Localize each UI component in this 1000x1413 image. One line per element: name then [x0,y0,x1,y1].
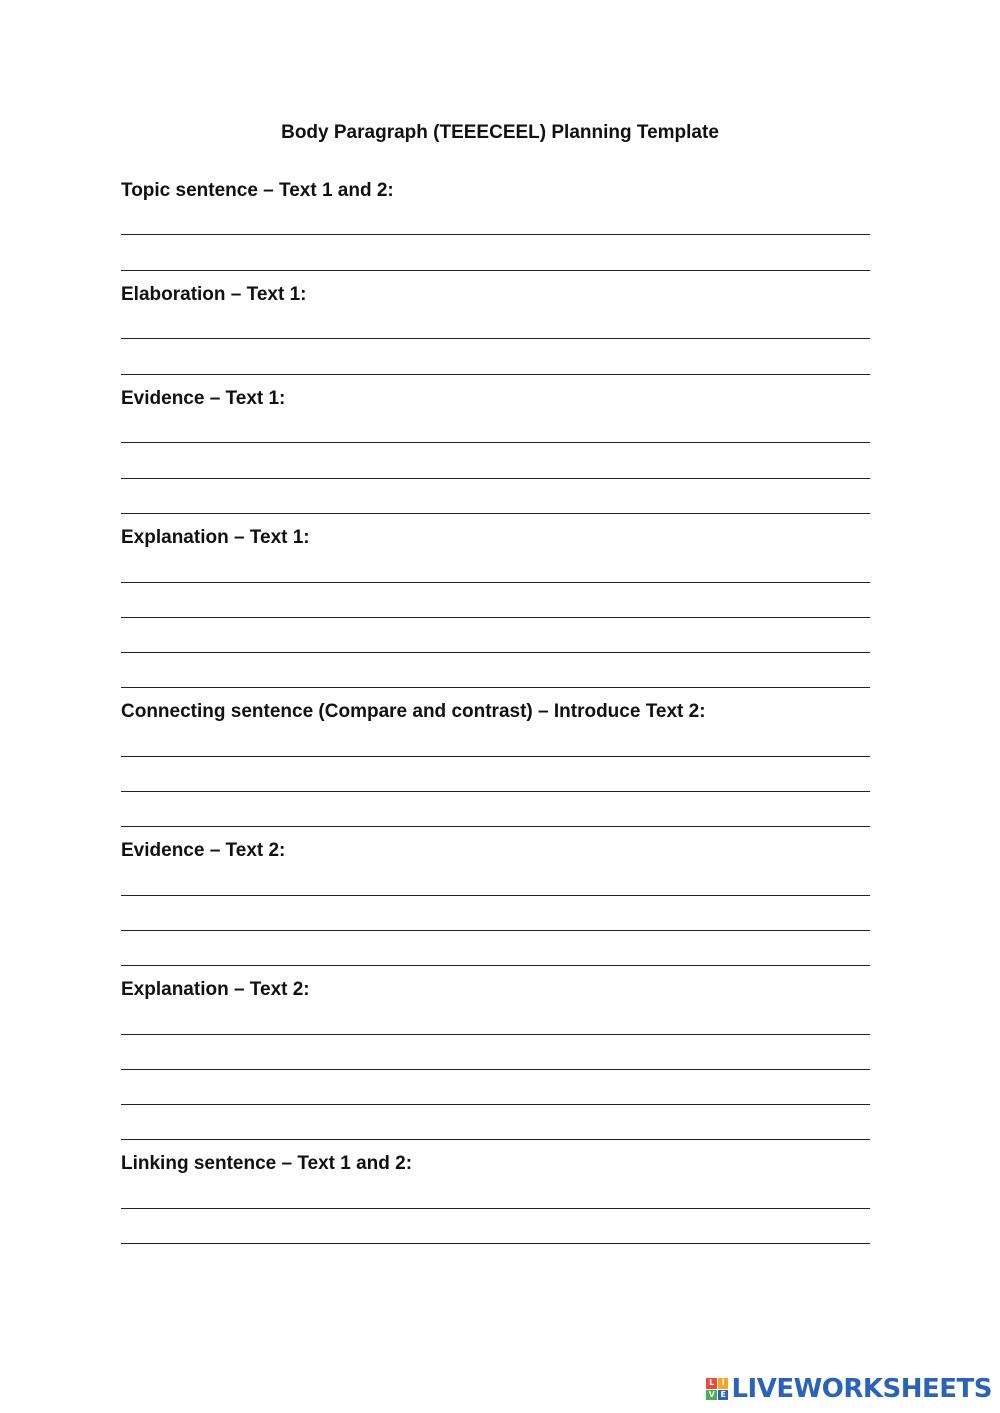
logo-icon-letter: L [706,1378,717,1389]
answer-line[interactable] [121,965,870,966]
answer-line[interactable] [121,895,870,896]
answer-line[interactable] [121,652,870,653]
answer-line[interactable] [121,687,870,688]
answer-line[interactable] [121,442,870,443]
answer-line[interactable] [121,1069,870,1070]
answer-line[interactable] [121,826,870,827]
logo-icon-letter: E [718,1390,729,1401]
answer-line[interactable] [121,478,870,479]
answer-line[interactable] [121,374,870,375]
section-heading-evidence-text-1: Evidence – Text 1: [121,388,286,409]
section-heading-linking-sentence: Linking sentence – Text 1 and 2: [121,1153,413,1174]
section-heading-evidence-text-2: Evidence – Text 2: [121,840,286,861]
answer-line[interactable] [121,930,870,931]
answer-line[interactable] [121,1208,870,1209]
liveworksheets-logo-icon [706,1378,728,1400]
answer-line[interactable] [121,513,870,514]
liveworksheets-logo [706,1373,992,1405]
section-heading-explanation-text-1: Explanation – Text 1: [121,527,310,548]
answer-line[interactable] [121,1034,870,1035]
answer-line[interactable] [121,1243,870,1244]
answer-line[interactable] [121,756,870,757]
answer-line[interactable] [121,791,870,792]
section-heading-connecting-sentence: Connecting sentence (Compare and contrast) – Introduce Text 2: [121,701,706,722]
answer-line[interactable] [121,617,870,618]
logo-icon-letter: I [718,1378,729,1389]
section-heading-explanation-text-2: Explanation – Text 2: [121,979,310,1000]
answer-line[interactable] [121,270,870,271]
answer-line[interactable] [121,1139,870,1140]
answer-line[interactable] [121,1104,870,1105]
logo-icon-letter: V [706,1390,717,1401]
answer-line[interactable] [121,338,870,339]
section-heading-elaboration-text-1: Elaboration – Text 1: [121,284,307,305]
section-heading-topic-sentence: Topic sentence – Text 1 and 2: [121,180,394,201]
liveworksheets-logo-text: LIVEWORKSHEETS [731,1374,992,1404]
answer-line[interactable] [121,582,870,583]
answer-line[interactable] [121,234,870,235]
page-title: Body Paragraph (TEEECEEL) Planning Template [281,122,719,143]
